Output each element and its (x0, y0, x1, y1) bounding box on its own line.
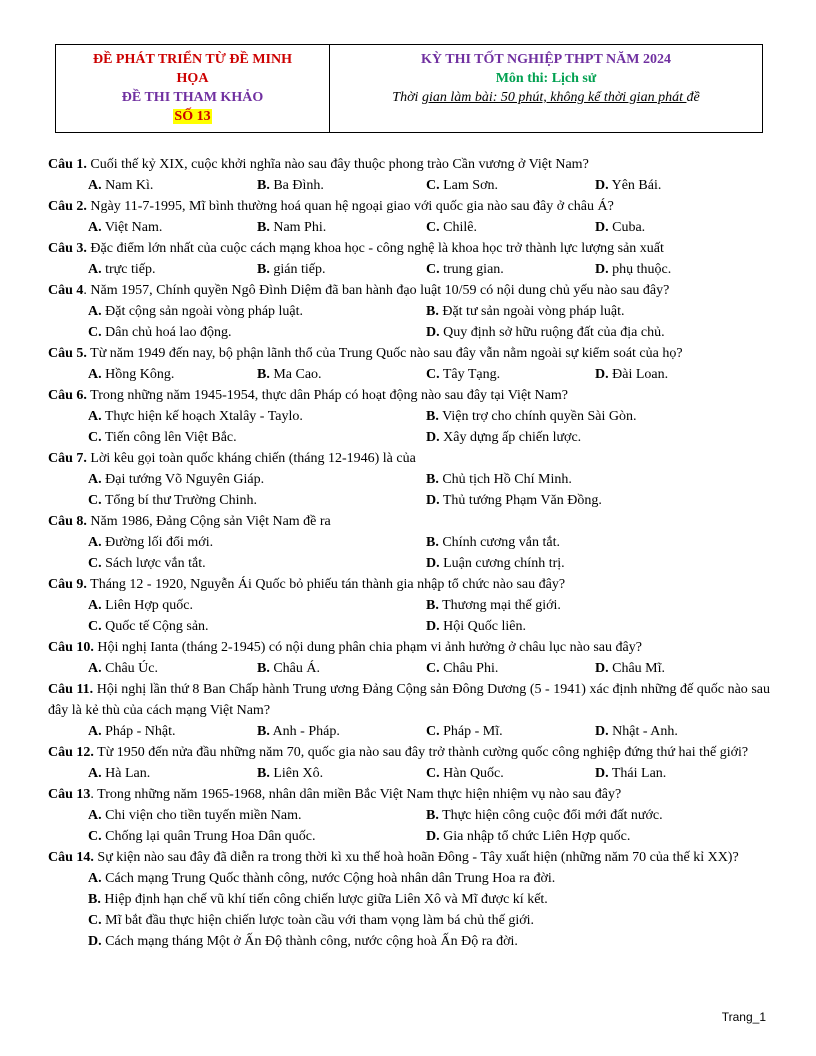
question-12 (48, 742, 770, 763)
option-row (48, 595, 770, 616)
question-number: Câu 8. (48, 514, 87, 529)
question-text: Cuối thế kỷ XIX, cuộc khởi nghĩa nào sau đây thuộc phong trào Cần vương ở Việt Nam? (86, 157, 589, 172)
answer-option: D. Đài Loan. (595, 367, 669, 382)
option-row (48, 490, 770, 511)
answer-option: B. Ba Đình. (257, 178, 324, 193)
answer-option: C. Sách lược vắn tắt. (88, 556, 206, 571)
answer-option: D. Thái Lan. (595, 766, 667, 781)
question-number: Câu 2. (48, 199, 87, 214)
answer-option: A. Chi viện cho tiền tuyến miền Nam. (88, 808, 302, 823)
answer-option: A. Liên Hợp quốc. (88, 598, 194, 613)
answer-option: A. Cách mạng Trung Quốc thành công, nước Cộng hoà nhân dân Trung Hoa ra đời. (88, 871, 556, 886)
answer-option: C. Dân chủ hoá lao động. (88, 325, 232, 340)
option-row (48, 532, 770, 553)
answer-option: A. Châu Úc. (88, 661, 159, 676)
answer-option: B. Chính cương vắn tắt. (426, 535, 560, 550)
answer-option: A. Pháp - Nhật. (88, 724, 176, 739)
option-row (48, 322, 770, 343)
answer-option: A. Nam Kì. (88, 178, 154, 193)
question-text: Tháng 12 - 1920, Nguyễn Ái Quốc bỏ phiếu tán thành gia nhập tổ chức nào sau đây? (86, 577, 566, 592)
answer-option: D. phụ thuộc. (595, 262, 672, 277)
option-row (48, 889, 770, 910)
question-list (48, 154, 770, 952)
question-1 (48, 154, 770, 175)
question-8 (48, 511, 770, 532)
answer-option: B. Ma Cao. (257, 367, 322, 382)
source-line-3: ĐỀ THI THAM KHẢO (121, 90, 264, 105)
answer-option: D. Cách mạng tháng Một ở Ấn Độ thành công, nước cộng hoà Ấn Độ ra đời. (88, 934, 518, 949)
question-number: Câu 12. (48, 745, 94, 760)
question-text: Ngày 11-7-1995, Mĩ bình thường hoá quan hệ ngoại giao với quốc gia nào sau đây ở châu Á? (86, 199, 614, 214)
question-text: . Trong những năm 1965-1968, nhân dân miền Bắc Việt Nam thực hiện nhiệm vụ nào sau đây? (90, 787, 622, 802)
answer-option: A. trực tiếp. (88, 262, 156, 277)
answer-option: B. Hiệp định hạn chế vũ khí tiến công chiến lược giữa Liên Xô và Mĩ được kí kết. (88, 892, 548, 907)
option-row (48, 763, 770, 784)
answer-option: D. Thủ tướng Phạm Văn Đồng. (426, 493, 602, 508)
answer-option: A. Đại tướng Võ Nguyên Giáp. (88, 472, 265, 487)
question-number: Câu 7. (48, 451, 87, 466)
answer-option: C. Chilê. (426, 220, 477, 235)
option-row (48, 910, 770, 931)
option-row (48, 616, 770, 637)
option-row (48, 364, 770, 385)
answer-option: B. Thương mại thế giới. (426, 598, 561, 613)
question-number: Câu 5. (48, 346, 87, 361)
question-number: Câu 4 (48, 283, 84, 298)
answer-option: C. Tiến công lên Việt Bắc. (88, 430, 237, 445)
answer-option: A. Việt Nam. (88, 220, 163, 235)
question-7 (48, 448, 770, 469)
answer-option: C. Pháp - Mĩ. (426, 724, 503, 739)
question-number: Câu 3. (48, 241, 87, 256)
answer-option: D. Yên Bái. (595, 178, 662, 193)
answer-option: B. Liên Xô. (257, 766, 324, 781)
option-row (48, 868, 770, 889)
answer-option: C. Tổng bí thư Trường Chinh. (88, 493, 257, 508)
answer-option: A. Thực hiện kế hoạch Xtalây - Taylo. (88, 409, 303, 424)
question-3 (48, 238, 770, 259)
answer-option: C. Châu Phi. (426, 661, 499, 676)
option-row (48, 721, 770, 742)
option-row (48, 175, 770, 196)
question-text: Sự kiện nào sau đây đã diễn ra trong thời kì xu thế hoà hoãn Đông - Tây xuất hiện (những năm 70 của thế kỉ XX)? (93, 850, 739, 865)
option-row (48, 469, 770, 490)
exam-duration: Thời gian làm bài: 50 phút, không kể thời gian phát đề (392, 90, 700, 105)
exam-subject: Môn thi: Lịch sử (495, 71, 597, 86)
option-row (48, 826, 770, 847)
option-row (48, 427, 770, 448)
question-2 (48, 196, 770, 217)
answer-option: B. Thực hiện công cuộc đổi mới đất nước. (426, 808, 663, 823)
question-11 (48, 679, 770, 721)
answer-option: D. Hội Quốc liên. (426, 619, 526, 634)
question-10 (48, 637, 770, 658)
option-row (48, 553, 770, 574)
answer-option: B. Đặt tư sản ngoài vòng pháp luật. (426, 304, 625, 319)
question-14 (48, 847, 770, 868)
exam-header-table (55, 44, 763, 133)
answer-option: D. Nhật - Anh. (595, 724, 678, 739)
answer-option: B. Viện trợ cho chính quyền Sài Gòn. (426, 409, 637, 424)
exam-title: KỲ THI TỐT NGHIỆP THPT NĂM 2024 (421, 52, 671, 67)
answer-option: B. Châu Á. (257, 661, 321, 676)
question-text: Hội nghị lần thứ 8 Ban Chấp hành Trung ương Đảng Cộng sản Đông Dương (5 - 1941) xác định những đế quốc nào sau đây là kẻ thù của cách mạng Việt Nam? (48, 682, 771, 718)
question-4 (48, 280, 770, 301)
question-text: Trong những năm 1945-1954, thực dân Pháp có hoạt động nào sau đây tại Việt Nam? (86, 388, 568, 403)
answer-option: A. Hồng Kông. (88, 367, 175, 382)
answer-option: A. Đặt cộng sản ngoài vòng pháp luật. (88, 304, 304, 319)
question-text: Lời kêu gọi toàn quốc kháng chiến (tháng 12-1946) là của (86, 451, 416, 466)
question-text: Năm 1986, Đảng Cộng sản Việt Nam đề ra (86, 514, 331, 529)
question-number: Câu 10. (48, 640, 94, 655)
question-text: Đặc điểm lớn nhất của cuộc cách mạng khoa học - công nghệ là khoa học trở thành lực lượng sản xuất (86, 241, 664, 256)
question-text: Từ năm 1949 đến nay, bộ phận lãnh thổ của Trung Quốc nào sau đây vẫn nằm ngoài sự kiểm soát của họ? (86, 346, 683, 361)
answer-option: D. Luận cương chính trị. (426, 556, 565, 571)
option-row (48, 805, 770, 826)
question-text: Từ 1950 đến nửa đầu những năm 70, quốc gia nào sau đây trở thành cường quốc công nghiệp đứng thứ hai thế giới? (93, 745, 749, 760)
answer-option: B. gián tiếp. (257, 262, 326, 277)
answer-option: C. Tây Tạng. (426, 367, 501, 382)
answer-option: C. Mĩ bắt đầu thực hiện chiến lược toàn cầu với tham vọng làm bá chủ thế giới. (88, 913, 535, 928)
question-number: Câu 13 (48, 787, 91, 802)
option-row (48, 658, 770, 679)
answer-option: A. Hà Lan. (88, 766, 151, 781)
exam-source-cell (56, 45, 330, 132)
answer-option: B. Anh - Pháp. (257, 724, 340, 739)
page-number: Trang_1 (721, 1010, 766, 1024)
answer-option: C. trung gian. (426, 262, 504, 277)
question-text: . Năm 1957, Chính quyền Ngô Đình Diệm đã ban hành đạo luật 10/59 có nội dung chủ yếu nào sau đây? (83, 283, 670, 298)
question-6 (48, 385, 770, 406)
question-text: Hội nghị Ianta (tháng 2-1945) có nội dung phân chia phạm vi ảnh hưởng ở châu lục nào sau đây? (93, 640, 642, 655)
source-line-2: HỌA (176, 71, 209, 86)
answer-option: B. Nam Phi. (257, 220, 327, 235)
option-row (48, 931, 770, 952)
answer-option: B. Chủ tịch Hồ Chí Minh. (426, 472, 572, 487)
answer-option: D. Xây dựng ấp chiến lược. (426, 430, 582, 445)
question-5 (48, 343, 770, 364)
answer-option: C. Hàn Quốc. (426, 766, 504, 781)
question-number: Câu 14. (48, 850, 94, 865)
answer-option: D. Cuba. (595, 220, 646, 235)
answer-option: A. Đường lối đổi mới. (88, 535, 214, 550)
option-row (48, 217, 770, 238)
exam-number-badge: SỐ 13 (174, 109, 211, 124)
exam-info-cell (330, 45, 762, 132)
question-number: Câu 6. (48, 388, 87, 403)
question-9 (48, 574, 770, 595)
source-line-1: ĐỀ PHÁT TRIỂN TỪ ĐỀ MINH (92, 52, 292, 67)
answer-option: C. Quốc tế Cộng sản. (88, 619, 209, 634)
answer-option: D. Quy định sở hữu ruộng đất của địa chủ. (426, 325, 665, 340)
option-row (48, 259, 770, 280)
question-number: Câu 11. (48, 682, 94, 697)
question-number: Câu 1. (48, 157, 87, 172)
question-13 (48, 784, 770, 805)
option-row (48, 301, 770, 322)
answer-option: D. Gia nhập tổ chức Liên Hợp quốc. (426, 829, 631, 844)
answer-option: D. Châu Mĩ. (595, 661, 666, 676)
option-row (48, 406, 770, 427)
answer-option: C. Lam Sơn. (426, 178, 498, 193)
answer-option: C. Chống lại quân Trung Hoa Dân quốc. (88, 829, 316, 844)
question-number: Câu 9. (48, 577, 87, 592)
